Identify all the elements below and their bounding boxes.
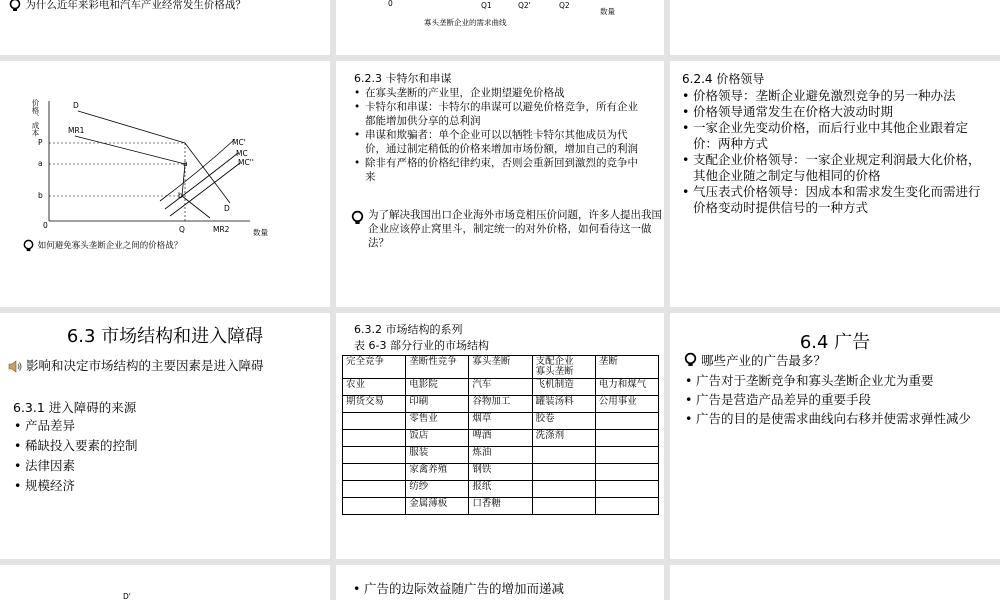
table-cell: 炼油 — [469, 446, 532, 463]
table-cell — [595, 412, 658, 429]
table-cell — [595, 497, 658, 514]
table-cell: 服装 — [406, 446, 469, 463]
speaker-item-text: 影响和决定市场结构的主要因素是进入障碍 — [26, 358, 264, 373]
table-cell: 啤酒 — [469, 429, 532, 446]
bullet-item: • 价格领导通常发生在价格大波动时期 — [681, 104, 986, 120]
label-a-left: a — [38, 159, 43, 168]
question-line — [8, 0, 246, 12]
slide-heading: 6.2.3 卡特尔和串谋 — [354, 72, 452, 85]
table-cell: 电力和煤气 — [595, 378, 658, 395]
table-row — [343, 412, 659, 429]
table-cell — [532, 463, 595, 480]
table-row — [343, 429, 659, 446]
label-a-right: a — [183, 159, 188, 168]
table-cell: 家禽养殖 — [406, 463, 469, 480]
tick-q2-prime: Q2' — [518, 1, 531, 10]
bullet-list — [681, 88, 986, 216]
table-cell: 纺纱 — [406, 480, 469, 497]
table-cell: 飞机制造 — [532, 378, 595, 395]
table-cell: 公用事业 — [595, 395, 658, 412]
speaker-icon — [8, 360, 23, 373]
bullet-item: • 广告的目的是使需求曲线向右移并使需求弹性减少 — [684, 409, 989, 428]
label-mr2: MR2 — [213, 225, 230, 234]
table-cell — [595, 463, 658, 480]
table-cell: 饭店 — [406, 429, 469, 446]
tick-q2: Q2 — [559, 1, 570, 10]
market-structure-table — [342, 355, 659, 515]
y-axis-label: 价格、成本 — [31, 99, 40, 137]
table-cell: 钢铁 — [469, 463, 532, 480]
x-axis-label: 数量 — [253, 228, 268, 237]
table-cell: 口香糖 — [469, 497, 532, 514]
slide-thumbnail-3[interactable] — [670, 0, 1000, 55]
table-cell — [595, 446, 658, 463]
label-d-top: D — [73, 101, 79, 110]
table-row — [343, 378, 659, 395]
bullet-item: • 支配企业价格领导：一家企业规定利润最大化价格，其他企业随之制定与他相同的价格 — [681, 152, 986, 184]
label-mc-prime: MC' — [232, 138, 246, 147]
slide-thumbnail-6[interactable] — [670, 61, 1000, 307]
x-axis-label: 数量 — [600, 7, 615, 16]
table-cell: 金属薄板 — [406, 497, 469, 514]
bullet-list — [353, 86, 643, 184]
bullet-item: • 气压表式价格领导：因成本和需求发生变化而需进行价格变动时提供信号的一种方式 — [681, 184, 986, 216]
label-d-bottom: D — [224, 204, 230, 213]
table-cell: 报纸 — [469, 480, 532, 497]
question-text: 如何避免寡头垄断企业之间的价格战？ — [37, 241, 183, 251]
bullet-item: • 产品差异 — [13, 416, 313, 436]
slide-thumbnail-10[interactable] — [0, 565, 330, 600]
question-line — [683, 351, 826, 369]
slide-thumbnail-12[interactable] — [670, 565, 1000, 600]
table-cell — [343, 463, 406, 480]
slide-thumbnail-11[interactable] — [336, 565, 664, 600]
slide-thumbnail-7[interactable] — [0, 313, 330, 559]
label-p: P — [38, 138, 43, 147]
bullet-item: • 在寡头垄断的产业里，企业期望避免价格战 — [353, 86, 643, 100]
slide-heading: 6.2.4 价格领导 — [682, 72, 765, 86]
bullet-item: • 稀缺投入要素的控制 — [13, 436, 313, 456]
lightbulb-icon — [8, 0, 22, 12]
bullet-list — [13, 416, 313, 496]
slide-thumbnail-8[interactable] — [336, 313, 664, 559]
question-text: 哪些产业的广告最多？ — [701, 353, 827, 368]
label-origin: 0 — [43, 221, 48, 230]
table-cell: 烟草 — [469, 412, 532, 429]
tick-q1: Q1 — [481, 1, 492, 10]
table-cell: 胶卷 — [532, 412, 595, 429]
bullet-item: • 一家企业先变动价格，而后行业中其他企业跟着定价：两种方式 — [681, 120, 986, 152]
speaker-item — [8, 358, 330, 374]
slide-thumbnail-9[interactable] — [670, 313, 1000, 559]
bullet-item: • 法律因素 — [13, 456, 313, 476]
label-mr1: MR1 — [68, 126, 85, 135]
bullet-item: • 除非有严格的价格纪律约束，否则会重新回到激烈的竞争中来 — [353, 156, 643, 184]
label-q: Q — [179, 225, 185, 234]
table-cell: 洗涤剂 — [532, 429, 595, 446]
question-text: 为了解决我国出口企业海外市场竞相压价问题，许多人提出我国企业应该停止窝里斗，制定统一的对外价格，如何看待这一做法？ — [368, 209, 662, 249]
lightbulb-icon — [22, 239, 35, 252]
table-cell: 汽车 — [469, 378, 532, 395]
label-b-right: b — [178, 191, 183, 200]
table-header-cell: 寡头垄断 — [469, 356, 532, 379]
bullet-list — [352, 581, 652, 597]
table-cell — [343, 446, 406, 463]
question-text: 为什么近年来彩电和汽车产业经常发生价格战？ — [25, 0, 246, 11]
bullet-item: • 广告的边际效益随广告的增加而递减 — [352, 581, 652, 597]
label-mc: MC — [236, 149, 248, 158]
table-cell — [595, 480, 658, 497]
slide-thumbnail-1[interactable] — [0, 0, 330, 55]
table-header-cell: 垄断性竞争 — [406, 356, 469, 379]
bullet-item: • 规模经济 — [13, 476, 313, 496]
table-row — [343, 446, 659, 463]
table-cell — [532, 446, 595, 463]
slide-thumbnail-4[interactable] — [0, 61, 330, 307]
slide-title: 6.3 市场结构和进入障碍 — [66, 326, 264, 347]
subheading: 6.3.1 进入障碍的来源 — [13, 400, 137, 415]
table-cell: 农业 — [343, 378, 406, 395]
table-cell — [595, 429, 658, 446]
label-mc-double-prime: MC'' — [238, 158, 254, 167]
bullet-list — [684, 371, 989, 428]
bullet-item: • 广告对于垄断竞争和寡头垄断企业尤为重要 — [684, 371, 989, 390]
question-line — [22, 239, 182, 252]
slide-thumbnail-5[interactable] — [336, 61, 664, 307]
question-block — [350, 208, 663, 250]
table-cell: 谷物加工 — [469, 395, 532, 412]
table-header-cell: 支配企业 寡头垄断 — [532, 356, 595, 379]
table-header-cell: 垄断 — [595, 356, 658, 379]
axis-origin-label: 0 — [388, 0, 393, 8]
slide-thumbnail-2[interactable] — [336, 0, 664, 55]
table-header-row — [343, 356, 659, 379]
table-cell: 电影院 — [406, 378, 469, 395]
label-d-prime: D' — [123, 592, 131, 600]
bullet-item: • 广告是营造产品差异的重要手段 — [684, 390, 989, 409]
table-cell — [532, 480, 595, 497]
table-cell — [532, 497, 595, 514]
bullet-item: • 串谋和欺骗者：单个企业可以以牺牲卡特尔其他成员为代价，通过制定稍低的价格来增加市场份额，增加自己的利润 — [353, 128, 643, 156]
bullet-item: • 卡特尔和串谋：卡特尔的串谋可以避免价格竞争，所有企业都能增加供分享的总利润 — [353, 100, 643, 128]
table-header-cell: 完全竞争 — [343, 356, 406, 379]
bullet-item: • 价格领导：垄断企业避免激烈竞争的另一种办法 — [681, 88, 986, 104]
table-row — [343, 463, 659, 480]
label-b-left: b — [38, 191, 43, 200]
lightbulb-icon — [350, 210, 365, 225]
table-cell — [343, 429, 406, 446]
table-cell — [343, 412, 406, 429]
table-cell: 期货交易 — [343, 395, 406, 412]
slide-heading: 6.3.2 市场结构的系列 — [354, 323, 463, 336]
lightbulb-icon — [683, 352, 698, 367]
table-cell: 罐装汤料 — [532, 395, 595, 412]
kinked-demand-diagram — [0, 61, 330, 307]
table-cell — [343, 480, 406, 497]
chart-caption: 寡头垄断企业的需求曲线 — [424, 18, 507, 27]
table-cell: 零售业 — [406, 412, 469, 429]
table-cell — [343, 497, 406, 514]
slide-title: 6.4 广告 — [799, 332, 871, 353]
table-row — [343, 480, 659, 497]
table-row — [343, 395, 659, 412]
table-row — [343, 497, 659, 514]
table-caption: 表 6-3 部分行业的市场结构 — [354, 339, 489, 352]
table-cell: 印刷 — [406, 395, 469, 412]
